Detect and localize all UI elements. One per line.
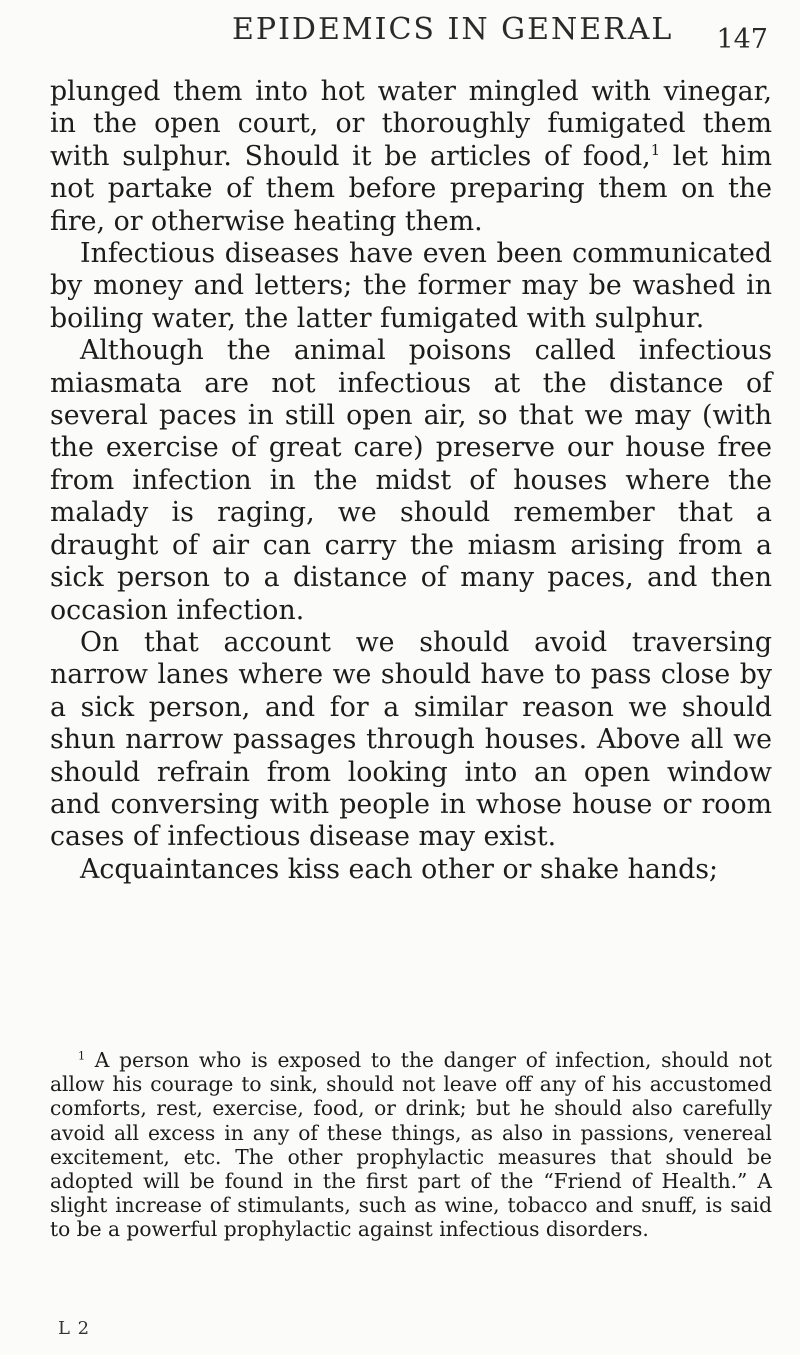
footnote-mark: 1 [78,1049,86,1063]
page-header [0,12,800,62]
footnote [50,1048,772,1242]
paragraph-2: Infectious diseases have even been communicated by money and letters; the former may be washed in boiling water, the latter fumigated with sulphur. [50,238,772,334]
main-text [50,76,772,886]
page-number: 147 [716,24,768,55]
paragraph-3: Although the animal poisons called infectious miasmata are not infectious at the distance of several paces in still open air, so that we may (with the exercise of great care) preserve our house free from infection in the midst of houses where the malady is raging, we should remember that a draught of air can carry the miasm arising from a sick person to a distance of many paces, and then occasion infection. [50,335,772,626]
paragraph-1 [50,76,772,238]
paragraph-4: On that account we should avoid traversing narrow lanes where we should have to pass close by a sick person, and for a similar reason we should shun narrow passages through houses. Above all we should refrain from looking into an open window and conversing with people in whose house or room cases of infectious disease may exist. [50,626,772,853]
footnote-text: A person who is exposed to the danger of infection, should not allow his courage to sink, should not leave off any of his accustomed comforts, rest, exercise, food, or drink; but he should also carefully avoid all excess in any of these things, as also in passions, venereal excitement, etc. The other prophylactic measures that should be adopted will be found in the first part of the “Friend of Health.” A slight increase of stimulants, such as wine, tobacco and snuff, is said to be a powerful prophylactic against infectious disorders. [50,1048,772,1242]
paragraph-1-text-a: plunged them into hot water mingled with vinegar, in the open court, or thoroughly fumigated them with sulphur. Should it be articles of food, [50,76,772,172]
paragraph-5: Acquaintances kiss each other or shake hands; [80,853,718,885]
footnote-reference: 1 [650,141,661,159]
running-title: EPIDEMICS IN GENERAL [232,12,674,47]
footnote-paragraph [50,1048,772,1242]
signature-mark: L 2 [58,1318,91,1339]
paragraph-1-text-b: let him not partake of them before preparing them on the fire, or otherwise heating them. [50,140,772,237]
